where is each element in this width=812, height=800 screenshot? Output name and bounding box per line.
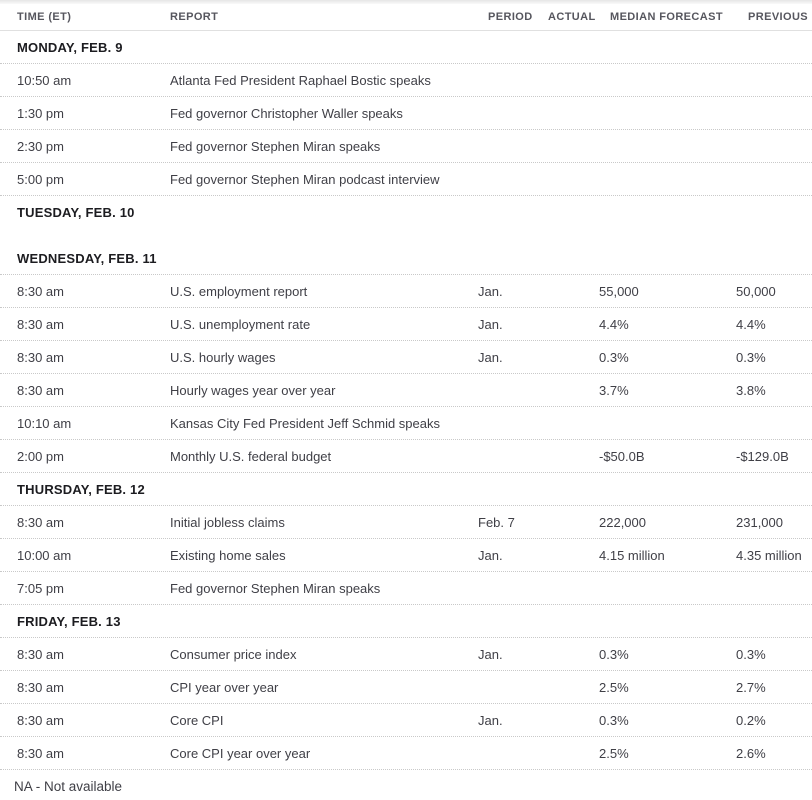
- section-header: [0, 473, 812, 506]
- previous-cell: 2.6%: [736, 745, 766, 761]
- forecast-cell: 4.4%: [599, 316, 629, 332]
- column-header-actual: ACTUAL: [548, 11, 596, 23]
- previous-cell: 0.3%: [736, 349, 766, 365]
- time-cell: 8:30 am: [17, 679, 64, 695]
- table-header-row: [0, 4, 812, 31]
- column-header-period: PERIOD: [488, 11, 533, 23]
- time-cell: 8:30 am: [17, 712, 64, 728]
- section-day-label: TUESDAY, FEB. 10: [17, 205, 135, 220]
- section-header: [0, 242, 812, 275]
- previous-cell: 0.2%: [736, 712, 766, 728]
- forecast-cell: 2.5%: [599, 745, 629, 761]
- report-cell: U.S. hourly wages: [170, 349, 276, 365]
- table-row: [0, 407, 812, 440]
- forecast-cell: 4.15 million: [599, 547, 665, 563]
- report-cell: U.S. unemployment rate: [170, 316, 311, 332]
- time-cell: 8:30 am: [17, 316, 64, 332]
- time-cell: 1:30 pm: [17, 105, 64, 121]
- period-cell: Jan.: [478, 349, 503, 365]
- table-row: [0, 440, 812, 473]
- report-cell: Hourly wages year over year: [170, 382, 336, 398]
- report-cell: Monthly U.S. federal budget: [170, 448, 332, 464]
- table-row: [0, 539, 812, 572]
- forecast-cell: 2.5%: [599, 679, 629, 695]
- table-row: [0, 704, 812, 737]
- report-cell: Core CPI: [170, 712, 224, 728]
- table-row: [0, 671, 812, 704]
- report-cell: Fed governor Stephen Miran speaks: [170, 138, 381, 154]
- section-day-label: MONDAY, FEB. 9: [17, 39, 123, 55]
- time-cell: 8:30 am: [17, 514, 64, 530]
- period-cell: Jan.: [478, 316, 503, 332]
- table-row: [0, 638, 812, 671]
- report-cell: Fed governor Stephen Miran speaks: [170, 580, 381, 596]
- time-cell: 10:50 am: [17, 72, 72, 88]
- table-row: [0, 163, 812, 196]
- report-cell: Core CPI year over year: [170, 745, 311, 761]
- table-row: [0, 64, 812, 97]
- time-cell: 8:30 am: [17, 349, 64, 365]
- time-cell: 10:00 am: [17, 547, 72, 563]
- table-row: [0, 506, 812, 539]
- column-header-previous: PREVIOUS: [748, 11, 809, 23]
- period-cell: Jan.: [478, 283, 503, 299]
- previous-cell: 0.3%: [736, 646, 766, 662]
- report-cell: CPI year over year: [170, 679, 279, 695]
- time-cell: 5:00 pm: [17, 171, 64, 187]
- column-header-report: REPORT: [170, 11, 219, 23]
- time-cell: 8:30 am: [17, 283, 64, 299]
- period-cell: Jan.: [478, 547, 503, 563]
- report-cell: Fed governor Christopher Waller speaks: [170, 105, 403, 121]
- time-cell: 2:00 pm: [17, 448, 64, 464]
- period-cell: Feb. 7: [478, 514, 515, 530]
- section-header: [0, 31, 812, 64]
- section-header: [0, 196, 812, 242]
- report-cell: Initial jobless claims: [170, 514, 285, 530]
- table-row: [0, 341, 812, 374]
- section-day-label: FRIDAY, FEB. 13: [17, 613, 121, 629]
- forecast-cell: 3.7%: [599, 382, 629, 398]
- time-cell: 10:10 am: [17, 415, 72, 431]
- forecast-cell: 0.3%: [599, 646, 629, 662]
- report-cell: Existing home sales: [170, 547, 286, 563]
- time-cell: 8:30 am: [17, 382, 64, 398]
- time-cell: 2:30 pm: [17, 138, 64, 154]
- table-row: [0, 130, 812, 163]
- report-cell: Atlanta Fed President Raphael Bostic speaks: [170, 72, 431, 88]
- table-row: [0, 97, 812, 130]
- report-cell: U.S. employment report: [170, 283, 308, 299]
- table-row: [0, 737, 812, 770]
- table-row: [0, 308, 812, 341]
- forecast-cell: 0.3%: [599, 712, 629, 728]
- column-header-time: TIME (ET): [17, 11, 72, 23]
- report-cell: Fed governor Stephen Miran podcast interview: [170, 171, 440, 187]
- table-body: [0, 31, 812, 770]
- report-cell: Kansas City Fed President Jeff Schmid speaks: [170, 415, 440, 431]
- footnote: NA - Not available: [14, 779, 123, 794]
- previous-cell: -$129.0B: [736, 448, 789, 464]
- previous-cell: 2.7%: [736, 679, 766, 695]
- forecast-cell: 0.3%: [599, 349, 629, 365]
- period-cell: Jan.: [478, 646, 503, 662]
- table-row: [0, 275, 812, 308]
- time-cell: 8:30 am: [17, 646, 64, 662]
- forecast-cell: 55,000: [599, 283, 639, 299]
- table-row: [0, 374, 812, 407]
- section-day-label: WEDNESDAY, FEB. 11: [17, 250, 157, 266]
- previous-cell: 4.35 million: [736, 547, 802, 563]
- previous-cell: 50,000: [736, 283, 776, 299]
- column-header-median-forecast: MEDIAN FORECAST: [610, 11, 723, 23]
- previous-cell: 231,000: [736, 514, 783, 530]
- table-row: [0, 572, 812, 605]
- section-header: [0, 605, 812, 638]
- previous-cell: 4.4%: [736, 316, 766, 332]
- forecast-cell: 222,000: [599, 514, 646, 530]
- section-day-label: THURSDAY, FEB. 12: [17, 481, 145, 497]
- previous-cell: 3.8%: [736, 382, 766, 398]
- time-cell: 8:30 am: [17, 745, 64, 761]
- forecast-cell: -$50.0B: [599, 448, 645, 464]
- period-cell: Jan.: [478, 712, 503, 728]
- time-cell: 7:05 pm: [17, 580, 64, 596]
- report-cell: Consumer price index: [170, 646, 297, 662]
